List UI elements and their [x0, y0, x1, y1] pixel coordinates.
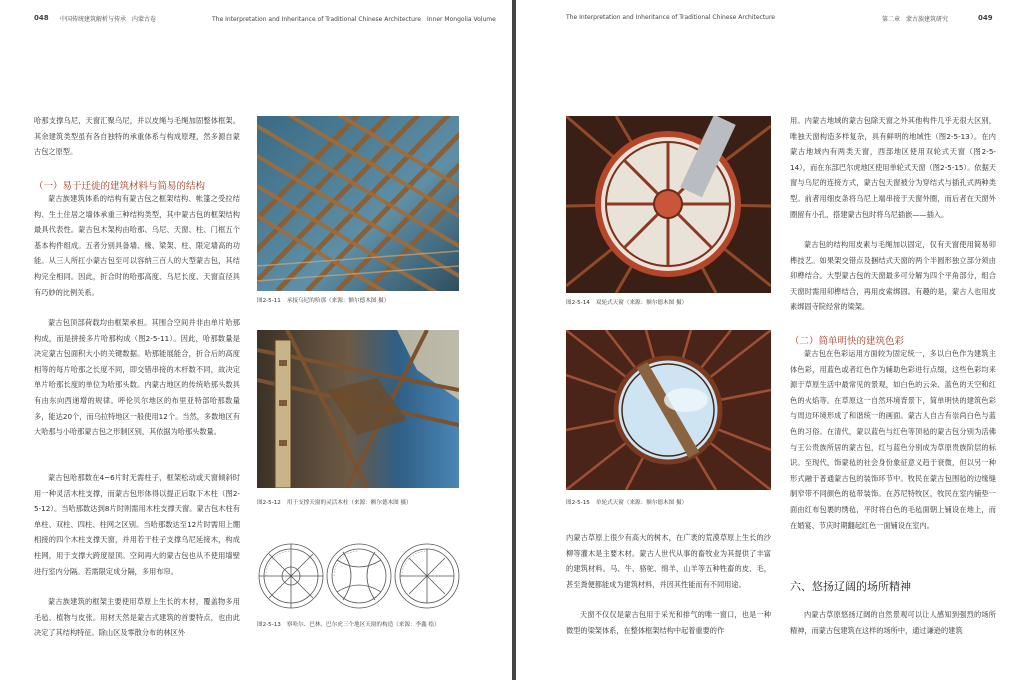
right-page	[516, 0, 1029, 680]
figure-12-caption	[257, 498, 412, 506]
figure-15-caption	[566, 498, 687, 506]
chahar-crown-drawing	[259, 544, 323, 608]
figure-11-label: 图2-5-11	[257, 298, 281, 304]
left-section-heading: （一）易于迁徙的建筑材料与简易的结构	[34, 181, 206, 192]
lattice-wall-image	[257, 116, 459, 291]
left-page-number: 048	[34, 14, 49, 22]
wooden-column-image	[257, 330, 459, 488]
right-paragraph-3: 蒙古包在色彩运用方面较为固定统一，多以白色作为建筑主体色彩，用蓝色或者红色作为辅助色彩进行点缀，这些色彩均来源于草原生活中最常见的景观，如白色的云朵、蓝色的天空和红色的火焰等。在草原这一自然环境背景下，简单明快的建筑色彩与周边环境形成了和谐统一的画面。蒙古人自古有崇尚白色与蓝色的习俗。在清代，蒙以蓝色与红色等顶毡的蒙古包分别为活佛与王公贵族所居的蒙古包，红与蓝色分别成为草原贵族阶层的标识。至现代，饰蒙毡的社会身份象征意义趋于衰微，但以另一种形式融于普通蒙古包的装饰环节中。牧民在蒙古包围毡的边缘缝制窄带不同颜色的毡带装饰。在苏尼特牧区，牧民在室内铺垫一面由红布包裹的绣毡，平时将白色的毛毡面朝上铺设在地上，而在婚宴、节庆时期翻起红色一面铺设在室内。	[790, 349, 996, 530]
right-page-number: 049	[978, 14, 993, 22]
figure-single-ring-crown-photo	[566, 330, 771, 490]
right-paragraph-1: 用。内蒙古地域的蒙古包除天窗之外其他构件几乎无很大区别，唯独天窗构造多样复杂，具有鲜明的地域性（图2-5-13）。在内蒙古地域内有两类天窗，西部地区使用双轮式天窗（图2-5-14），而在东部巴尔虎地区使用单轮式天窗（图2-5-15）。依据天窗与乌尼的连接方式，蒙古包天窗被分为穿结式与插孔式两种类型。前者用细皮条将乌尼上端串接于天窗外圈，而后者在天窗外圈留有小孔，搭建蒙古包时将乌尼插嵌——插入。	[790, 116, 996, 219]
figure-wooden-column-photo	[257, 330, 459, 488]
right-paragraph-4: 内蒙古草原悠扬辽阔的自然景观可以让人感知到强烈的场所精神，而蒙古包建筑在这样的场所中，通过谦逊的建筑	[790, 610, 996, 635]
figure-11-text: 承接乌尼的哈那（来源：额尔德木图 摄）	[286, 298, 390, 304]
figure-13-text: 察哈尔、巴林、巴尔虎三个地区天窗的构造（来源：李鑫 绘）	[286, 622, 440, 628]
figure-14-caption	[566, 298, 687, 306]
figure-lattice-wall-photo	[257, 116, 459, 291]
left-book-title: 中国传统建筑解析与传承 内蒙古卷	[60, 16, 157, 23]
right-mid-paragraph-2: 天窗不仅仅是蒙古包用于采光和排气的唯一窗口，也是一种微型的梁架体系，在整体框架结构中起着重要的作	[566, 610, 771, 635]
bairin-crown-drawing	[327, 544, 391, 608]
left-page	[0, 0, 512, 680]
right-chapter-title: 第二章 蒙古族建筑研究	[882, 16, 949, 23]
figure-12-label: 图2-5-12	[257, 500, 281, 506]
figure-crown-ring-drawings	[257, 540, 461, 612]
figure-13-caption	[257, 620, 440, 628]
left-paragraph-1: 蒙古族建筑体系的结构有蒙古包之框架结构、帐篷之受拉结构、生土住居之墙体承重三种结构类型，其中蒙古包的框架结构最具代表性。蒙古包木架构由哈那、乌尼、天窗、柱、门框五个基本构件组成。五者分别具备墙、椽、梁架、柱、限定墙高的功能。从三人所扛小蒙古包至可以容纳三百人的大型蒙古包，其结构完全相同。因此，折合时的哈那高度、乌尼长度、天窗直径具有巧妙的比例关系。	[34, 194, 240, 297]
figure-double-ring-crown-photo	[566, 116, 771, 293]
left-intro-paragraph: 哈那支撑乌尼，天窗汇聚乌尼，并以皮绳与毛绳加固整体框架。其余建筑类型虽有各自独特的承重体系与构成原理，然多源自蒙古包之原型。	[34, 116, 240, 157]
right-section-heading-spirit: 六、悠扬辽阔的场所精神	[790, 580, 911, 593]
figure-15-text: 单轮式天窗（来源：额尔德木图 摄）	[595, 500, 688, 506]
figure-13-label: 图2-5-13	[257, 622, 281, 628]
figure-11-caption	[257, 296, 389, 304]
left-paragraph-4: 蒙古族建筑的框架主要使用草原上生长的木材，覆盖物多用毛毡、植物与皮张。用材天然是蒙古式建筑的首要特点，也由此决定了其结构特征。除山区及零散分布的林区外	[34, 597, 240, 638]
right-english-title: The Interpretation and Inheritance of Traditional Chinese Architecture	[566, 14, 775, 21]
left-paragraph-2: 蒙古包顶部荷载均由框架承担。其围合空间并非由单片哈那构成，而是拼接多片哈那构成（图2-5-11）。因此，哈那数量是决定蒙古包面积大小的关键数据。哈那能展能合，折合后的高度相等的每片哈那之长度不同，即交错串接的木杆数不同，故决定单片哈那长度的单位为哈那头数。内蒙古地区的传统哈那头数具有由东向西递增的规律。呼伦贝尔地区的布里亚特部哈那数量多，能达20个，而乌拉特地区一般使用12个。当然，多数地区有大哈那与小哈那蒙古包之形制区别，其依据为哈那头数量。	[34, 318, 240, 437]
figure-14-text: 双轮式天窗（来源：额尔德木图 摄）	[595, 300, 688, 306]
left-english-title: The Interpretation and Inheritance of Traditional Chinese Architecture Inner Mongolia Volume	[212, 16, 496, 23]
figure-14-label: 图2-5-14	[566, 300, 590, 306]
single-ring-crown-image	[566, 330, 771, 490]
barga-crown-drawing	[395, 544, 459, 608]
figure-12-text: 用于支撑天窗的灵活木柱（来源：额尔德木图 摄）	[286, 500, 412, 506]
double-ring-crown-image	[566, 116, 771, 293]
right-section-heading-colors: （二）简单明快的建筑色彩	[790, 336, 905, 347]
figure-15-label: 图2-5-15	[566, 500, 590, 506]
left-paragraph-3: 蒙古包哈那数在4~6片时无需柱子，框架松动或天窗倾斜时用一种灵活木柱支撑，而蒙古包形体得以提正后取下木柱（图2-5-12）。当哈那数达到8片时则需用木柱支撑天窗。蒙古包木柱有单柱、双柱、四柱、柱网之区别。当哈那数达至12片时需用上绷相接的四个木柱支撑天窗，并用若干柱子支撑乌尼延接木，构成柱网，用于支撑大跨度屋顶。空间再大的蒙古包也从不使用墙壁进行室内分隔。若需限定成分隔，多用布帘。	[34, 473, 240, 576]
right-paragraph-2: 蒙古包的结构用皮素与毛绳加以固定，仅有天窗使用简易卯榫技艺。如果架交错点及捆结式天窗的两个半圆形独立部分须由卯榫结合。大型蒙古包的天窗最多可分解为四个平角部分，组合天窗时需用卯榫结合，再用皮索绑固。有趣的是，蒙古人也用皮素绑固寺院经常的梁架。	[790, 240, 996, 312]
crown-ring-drawings	[257, 540, 461, 612]
right-mid-paragraph-1: 内蒙古草原上很少有高大的树木，在广袤的荒漠草原上生长的沙柳等灌木是主要木材。蒙古人世代从事的畜牧业为其提供了丰富的建筑材料。马、牛、骆驼、绵羊、山羊等五种牲畜的皮、毛，甚至粪便都能成为建筑材料，并因其性能而有不同用途。	[566, 533, 771, 589]
